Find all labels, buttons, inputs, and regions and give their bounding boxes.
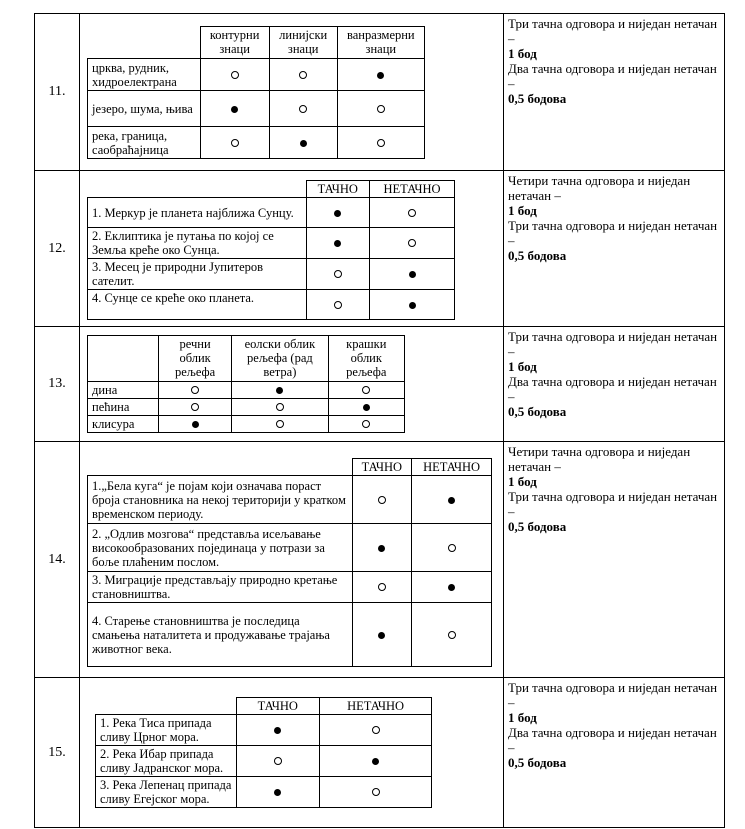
score-points: 0,5 бодова	[508, 755, 567, 770]
row-label: клисура	[88, 416, 159, 433]
answer-mark	[306, 290, 370, 320]
empty-circle-icon	[378, 496, 386, 504]
answer-mark	[200, 59, 269, 91]
empty-circle-icon	[362, 420, 370, 428]
question-number: 11.	[35, 14, 80, 171]
answer-mark	[159, 399, 232, 416]
empty-circle-icon	[448, 544, 456, 552]
empty-circle-icon	[231, 71, 239, 79]
answer-mark	[337, 59, 424, 91]
question-content	[80, 678, 504, 828]
answer-mark	[232, 382, 328, 399]
statement: 2. Еклиптика је путања по којој се Земља креће око Сунца.	[88, 228, 307, 259]
score-text: Четири тачна одговора и ниједан нетачан –	[508, 173, 691, 203]
row-label: дина	[88, 382, 159, 399]
filled-circle-icon	[276, 387, 283, 394]
column-header: контурни знаци	[200, 27, 269, 59]
column-header: ТАЧНО	[236, 698, 320, 715]
row-label: река, граница, саобраћајница	[88, 127, 201, 159]
score-points: 0,5 бодова	[508, 404, 567, 419]
answer-mark	[306, 198, 370, 228]
statement: 2. „Одлив мозгова“ представља исељавање високообразованих појединаца у потрази за боље плаћеним послом.	[88, 524, 353, 572]
empty-circle-icon	[408, 239, 416, 247]
answer-mark	[320, 777, 432, 808]
matrix-table	[87, 26, 425, 159]
filled-circle-icon	[334, 240, 341, 247]
answer-mark	[337, 127, 424, 159]
matrix-table	[87, 335, 405, 433]
score-points: 0,5 бодова	[508, 91, 567, 106]
statement: 3. Миграције представљају природно кретање становништва.	[88, 572, 353, 603]
filled-circle-icon	[377, 72, 384, 79]
score-points: 1 бод	[508, 474, 537, 489]
column-header: ванразмерни знаци	[337, 27, 424, 59]
answer-mark	[269, 59, 337, 91]
scoring-criteria	[504, 678, 725, 828]
statement: 4. Сунце се креће око планета.	[88, 290, 307, 320]
score-points: 1 бод	[508, 203, 537, 218]
question-content	[80, 327, 504, 442]
filled-circle-icon	[231, 106, 238, 113]
answer-mark	[236, 746, 320, 777]
scoring-criteria	[504, 171, 725, 327]
question-content	[80, 442, 504, 678]
answer-mark	[159, 416, 232, 433]
answer-mark	[337, 91, 424, 127]
empty-circle-icon	[448, 631, 456, 639]
answer-mark	[412, 603, 492, 667]
filled-circle-icon	[372, 758, 379, 765]
filled-circle-icon	[334, 210, 341, 217]
answer-mark	[200, 91, 269, 127]
score-points: 1 бод	[508, 710, 537, 725]
filled-circle-icon	[409, 302, 416, 309]
row-label: црква, рудник, хидроелектрана	[88, 59, 201, 91]
column-header: крашки облик рељефа	[328, 336, 404, 382]
filled-circle-icon	[274, 727, 281, 734]
question-number: 15.	[35, 678, 80, 828]
answer-mark	[352, 476, 412, 524]
filled-circle-icon	[448, 497, 455, 504]
answer-mark	[159, 382, 232, 399]
question-number: 13.	[35, 327, 80, 442]
answer-mark	[352, 603, 412, 667]
answer-mark	[412, 476, 492, 524]
row-label: језеро, шума, њива	[88, 91, 201, 127]
empty-circle-icon	[191, 403, 199, 411]
row-label: пећина	[88, 399, 159, 416]
question-row-12	[35, 171, 725, 327]
empty-circle-icon	[299, 105, 307, 113]
true-false-table	[87, 458, 492, 667]
true-false-table	[95, 697, 432, 808]
statement: 2. Река Ибар припада сливу Јадранског мора.	[96, 746, 237, 777]
question-row-11	[35, 14, 725, 171]
statement: 1. Меркур је планета најближа Сунцу.	[88, 198, 307, 228]
score-text: Три тачна одговора и ниједан нетачан –	[508, 218, 718, 248]
answer-mark	[370, 290, 455, 320]
column-header: НЕТАЧНО	[370, 181, 455, 198]
answer-mark	[328, 399, 404, 416]
answer-mark	[269, 127, 337, 159]
score-points: 0,5 бодова	[508, 519, 567, 534]
empty-circle-icon	[231, 139, 239, 147]
column-header: НЕТАЧНО	[412, 459, 492, 476]
column-header: речни облик рељефа	[159, 336, 232, 382]
score-text: Три тачна одговора и ниједан нетачан –	[508, 680, 718, 710]
answer-mark	[352, 524, 412, 572]
filled-circle-icon	[378, 545, 385, 552]
filled-circle-icon	[192, 421, 199, 428]
column-header: линијски знаци	[269, 27, 337, 59]
empty-circle-icon	[408, 209, 416, 217]
question-content	[80, 14, 504, 171]
scoring-criteria	[504, 442, 725, 678]
answer-mark	[320, 715, 432, 746]
answer-mark	[412, 572, 492, 603]
score-text: Три тачна одговора и ниједан нетачан –	[508, 16, 718, 46]
answer-mark	[269, 91, 337, 127]
question-row-13	[35, 327, 725, 442]
question-row-14	[35, 442, 725, 678]
empty-circle-icon	[378, 583, 386, 591]
empty-circle-icon	[377, 105, 385, 113]
answer-mark	[232, 399, 328, 416]
question-number: 12.	[35, 171, 80, 327]
empty-circle-icon	[372, 788, 380, 796]
column-header: ТАЧНО	[306, 181, 370, 198]
statement: 1. Река Тиса припада сливу Црног мора.	[96, 715, 237, 746]
answer-mark	[200, 127, 269, 159]
score-points: 0,5 бодова	[508, 248, 567, 263]
empty-circle-icon	[334, 301, 342, 309]
column-header: ТАЧНО	[352, 459, 412, 476]
score-points: 1 бод	[508, 359, 537, 374]
empty-circle-icon	[362, 386, 370, 394]
filled-circle-icon	[300, 140, 307, 147]
question-content	[80, 171, 504, 327]
question-number: 14.	[35, 442, 80, 678]
statement: 4. Старење становништва је последица смањења наталитета и продужавање трајања животног века.	[88, 603, 353, 667]
answer-mark	[306, 228, 370, 259]
score-text: Три тачна одговора и ниједан нетачан –	[508, 489, 718, 519]
answer-mark	[370, 259, 455, 290]
empty-circle-icon	[299, 71, 307, 79]
answer-mark	[306, 259, 370, 290]
score-text: Два тачна одговора и ниједан нетачан –	[508, 374, 717, 404]
filled-circle-icon	[378, 632, 385, 639]
empty-circle-icon	[372, 726, 380, 734]
column-header: НЕТАЧНО	[320, 698, 432, 715]
answer-mark	[412, 524, 492, 572]
true-false-table	[87, 180, 455, 320]
score-text: Три тачна одговора и ниједан нетачан –	[508, 329, 718, 359]
empty-circle-icon	[191, 386, 199, 394]
answer-mark	[370, 198, 455, 228]
answer-key-table	[34, 13, 725, 828]
scoring-criteria	[504, 327, 725, 442]
empty-circle-icon	[377, 139, 385, 147]
score-text: Четири тачна одговора и ниједан нетачан –	[508, 444, 691, 474]
empty-circle-icon	[274, 757, 282, 765]
score-text: Два тачна одговора и ниједан нетачан –	[508, 61, 717, 91]
answer-mark	[352, 572, 412, 603]
answer-mark	[328, 416, 404, 433]
column-header: еолски облик рељефа (рад ветра)	[232, 336, 328, 382]
filled-circle-icon	[409, 271, 416, 278]
answer-mark	[232, 416, 328, 433]
empty-circle-icon	[276, 403, 284, 411]
question-row-15	[35, 678, 725, 828]
score-points: 1 бод	[508, 46, 537, 61]
statement: 3. Река Лепенац припада сливу Егејског мора.	[96, 777, 237, 808]
answer-mark	[236, 777, 320, 808]
statement: 3. Месец је природни Јупитеров сателит.	[88, 259, 307, 290]
answer-mark	[328, 382, 404, 399]
statement: 1.„Бела куга“ је појам који означава пораст броја становника на некој територији у кратком временском периоду.	[88, 476, 353, 524]
score-text: Два тачна одговора и ниједан нетачан –	[508, 725, 717, 755]
filled-circle-icon	[448, 584, 455, 591]
scoring-criteria	[504, 14, 725, 171]
filled-circle-icon	[274, 789, 281, 796]
answer-mark	[370, 228, 455, 259]
answer-mark	[320, 746, 432, 777]
filled-circle-icon	[363, 404, 370, 411]
empty-circle-icon	[276, 420, 284, 428]
empty-circle-icon	[334, 270, 342, 278]
answer-mark	[236, 715, 320, 746]
